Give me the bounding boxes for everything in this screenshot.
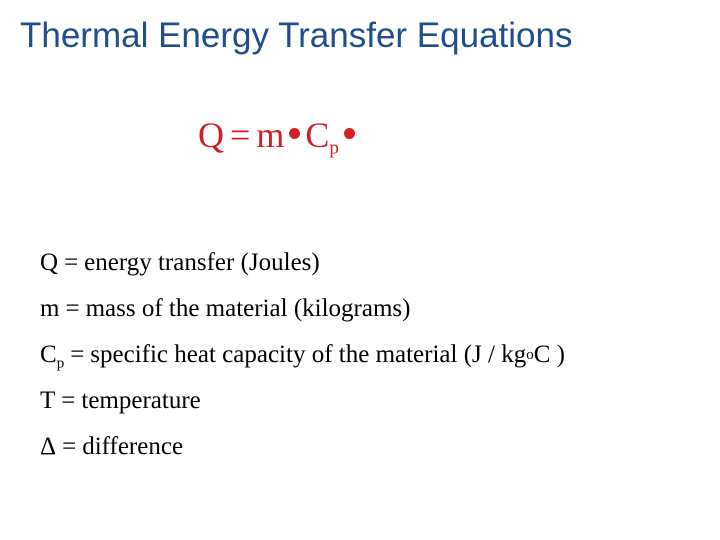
definition-text: specific heat capacity of the material (J / kg [90, 341, 527, 368]
definition-equals: = [65, 295, 80, 322]
definition-variable-subscript: p [56, 355, 65, 372]
definition-variable: T [40, 387, 56, 414]
equation-mass: m [256, 115, 285, 155]
heat-equation [198, 115, 360, 159]
definition-equals: = [61, 387, 76, 414]
definition-variable: Q [40, 249, 59, 276]
equation-cp-base: C [305, 115, 330, 155]
definition-variable [40, 341, 65, 372]
definition-row-m [40, 286, 565, 332]
equation-q: Q [198, 115, 224, 155]
definition-variable: Δ [40, 433, 57, 460]
definition-text: temperature [81, 387, 201, 414]
definitions-list [40, 240, 565, 470]
definition-row-q [40, 240, 565, 286]
definition-equals: = [64, 249, 79, 276]
slide-title: Thermal Energy Transfer Equations [20, 16, 573, 55]
definition-text-end: C ) [533, 341, 565, 368]
definition-equals: = [62, 433, 77, 460]
definition-row-t [40, 378, 565, 424]
definition-variable-base: C [40, 341, 57, 368]
definition-text: energy transfer (Joules) [84, 249, 320, 276]
equation-equals: = [230, 115, 251, 155]
definition-equals: = [70, 341, 85, 368]
multiply-dot-icon [289, 128, 300, 139]
equation-cp [305, 115, 339, 159]
definition-text: difference [82, 433, 184, 460]
definition-row-cp: $C_p$ = specific heat capacity of the material (J / kg o C ) [40, 341, 565, 372]
multiply-dot-icon [344, 128, 355, 139]
definition-row-delta [40, 424, 565, 470]
equation-cp-subscript: p [329, 137, 339, 159]
definition-text: mass of the material (kilograms) [85, 295, 411, 322]
definition-variable: m [40, 295, 60, 322]
